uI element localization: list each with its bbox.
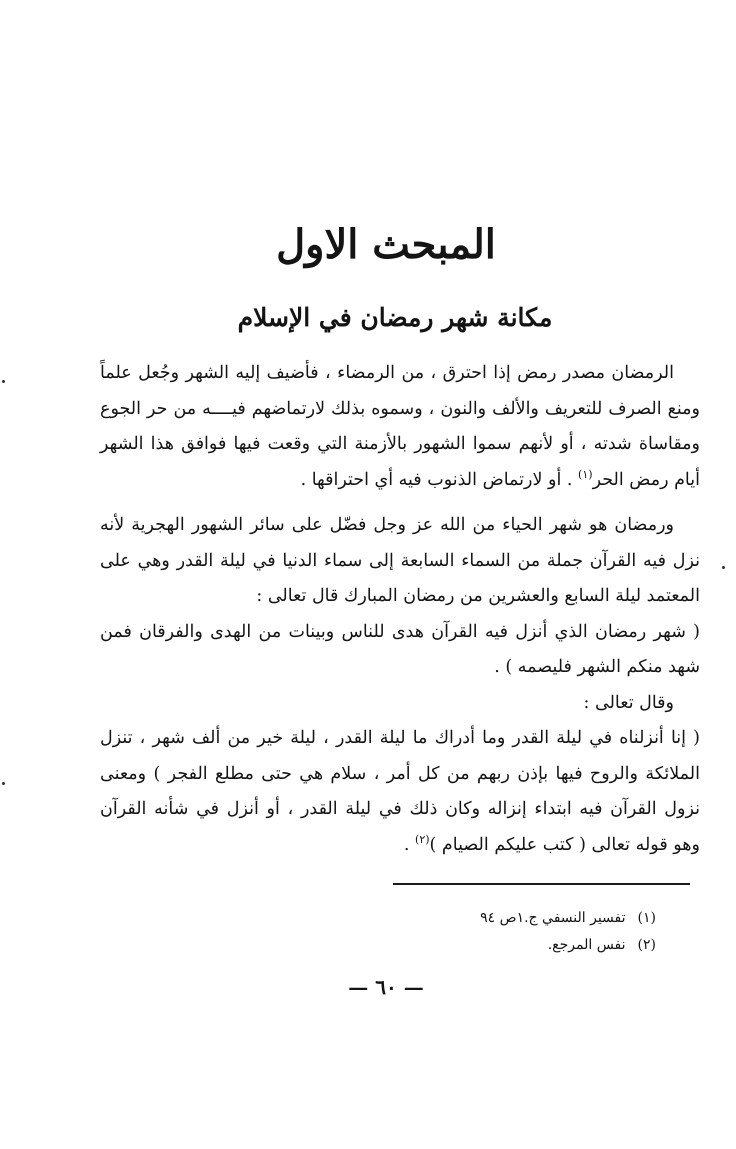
footnote-number: (٢) bbox=[637, 937, 656, 953]
scan-speck bbox=[2, 380, 5, 383]
footnote-marker-2: (٢) bbox=[415, 832, 430, 846]
paragraph-1-end: . أو لارتماض الذنوب فيه أي احتراقها . bbox=[300, 469, 579, 490]
footnote-item bbox=[300, 932, 656, 959]
footnote-number: (١) bbox=[637, 910, 656, 926]
footnote-text: تفسير النسفي ج.١ص ٩٤ bbox=[480, 910, 626, 926]
page-number: — ٦٠ — bbox=[348, 975, 424, 999]
says-line: وقال تعالى : bbox=[583, 692, 674, 713]
quran-verse-2-end: . bbox=[403, 834, 416, 855]
scan-speck bbox=[2, 782, 5, 785]
quran-verse-2 bbox=[100, 721, 700, 863]
paragraph-1-text: الرمضان مصدر رمض إذا احترق ، من الرمضاء ، فأضيف إليه الشهر وجُعل علماً ومنع الصرف للتعريف والألف والنون ، وسموه بذلك لارتماضهم فيــــه من حر الجوع ومقاساة شدته ، أو لأنهم سموا الشهور بالأزمنة التي وقعت فيها فوافق هذا الشهر أيام رمض الحر bbox=[100, 363, 700, 490]
footnote-text: نفس المرجع. bbox=[547, 937, 626, 953]
footnote-divider bbox=[393, 883, 690, 885]
footnotes bbox=[300, 905, 656, 959]
quran-verse-2-text: ( إنا أنزلناه في ليلة القدر وما أدراك ما ليلة القدر ، ليلة خير من ألف شهر ، تنزل الملائكة والروح فيها بإذن ربهم من كل أمر ، سلام هي حتى مطلع الفجر ) ومعنى نزول القرآن فيه ابتداء إنزاله وكان ذلك في ليلة القدر ، أو أنزل في شأنه القرآن وهو قوله تعالى ( كتب عليكم الصيام ) bbox=[100, 728, 700, 855]
footnote-marker-1: (١) bbox=[578, 467, 593, 481]
section-title: مكانة شهر رمضان في الإسلام bbox=[237, 303, 553, 332]
footnote-item bbox=[300, 905, 656, 932]
paragraph-1 bbox=[100, 356, 700, 498]
scan-speck bbox=[722, 566, 725, 569]
paragraph-2: ورمضان هو شهر الحياء من الله عز وجل فضّل على سائر الشهور الهجرية لأنه نزل فيه القرآن جملة من السماء السابعة إلى سماء الدنيا في ليلة القدر وهي على المعتمد ليلة السابع والعشرين من رمضان المبارك قال تعالى : bbox=[100, 515, 700, 606]
body-text bbox=[100, 356, 700, 863]
chapter-title: المبحث الاول bbox=[276, 221, 496, 268]
quran-verse-1: ( شهر رمضان الذي أنزل فيه القرآن هدى للناس وبينات من الهدى والفرقان فمن شهد منكم الشهر فليصمه ) . bbox=[100, 621, 700, 677]
